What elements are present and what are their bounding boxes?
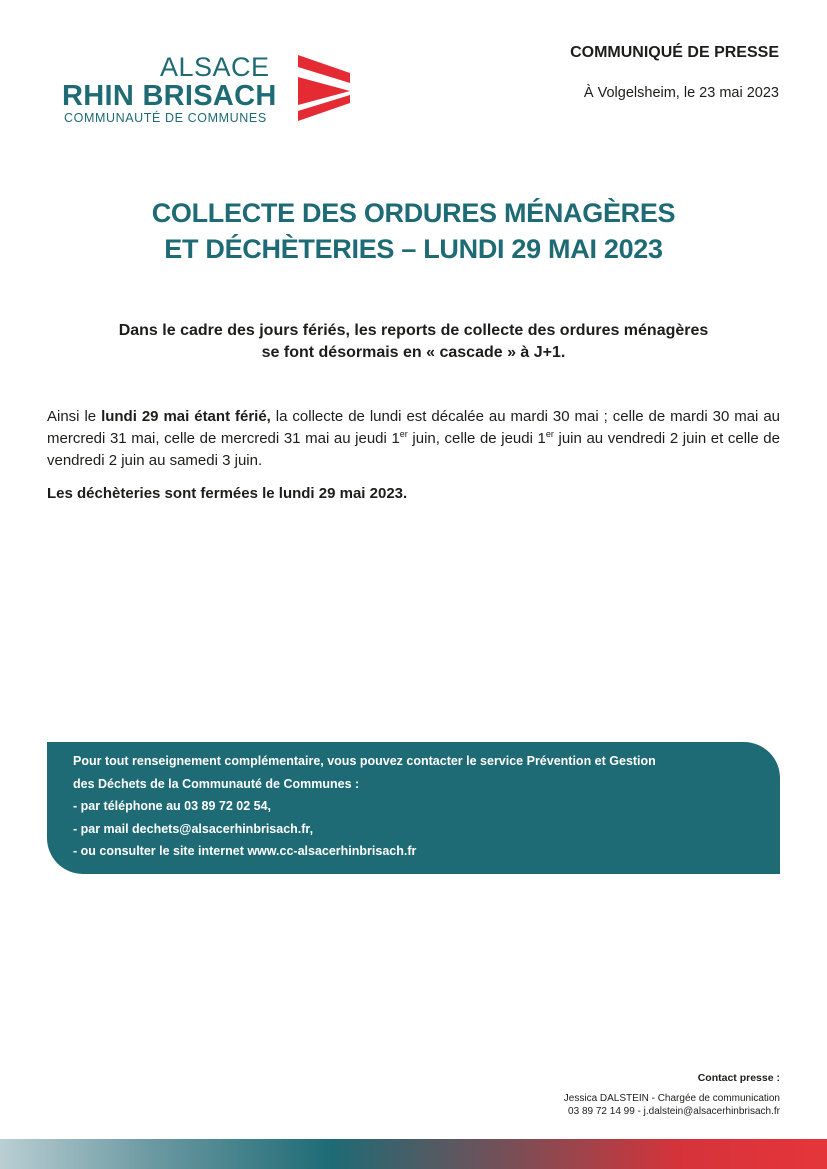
ordinal-suffix: er [399,429,408,439]
ordinal-suffix: er [545,429,554,439]
contact-name: Jessica DALSTEIN - Chargée de communication [563,1093,780,1104]
body-bold-date: lundi 29 mai étant férié, [101,408,271,425]
title-line-1: COLLECTE DES ORDURES MÉNAGÈRES [151,198,676,228]
logo-text-rhin-brisach: RHIN BRISACH [62,80,277,112]
body-intro: Ainsi le [47,408,102,425]
lead-line-1: Dans le cadre des jours fériés, les reports de collecte des ordures ménagères [118,322,709,339]
info-box [47,742,780,874]
press-contact [564,1072,780,1118]
logo-text-alsace: ALSACE [160,52,270,82]
info-website: - ou consulter le site internet www.cc-alsacerhinbrisach.fr [73,844,417,858]
info-email: - par mail dechets@alsacerhinbrisach.fr, [73,821,314,836]
lead-paragraph [40,320,787,364]
contact-label: Contact presse : [697,1072,780,1084]
info-line-1: Pour tout renseignement complémentaire, vous pouvez contacter le service Prévention et Gestion [73,754,656,768]
info-line-2: des Déchets de la Communauté de Communes : [73,776,360,791]
logo-text-communaute: COMMUNAUTÉ DE COMMUNES [64,111,267,125]
red-chevron-icon [298,55,350,121]
place-date: À Volgelsheim, le 23 mai 2023 [583,85,779,101]
info-phone: - par téléphone au 03 89 72 02 54, [73,799,272,813]
contact-details: 03 89 72 14 99 - j.dalstein@alsacerhinbrisach.fr [568,1106,780,1117]
closure-notice: Les déchèteries sont fermées le lundi 29 mai 2023. [47,485,408,502]
page-title [60,195,767,267]
alsace-rhin-brisach-logo [62,52,362,132]
body-text-2: juin, celle de jeudi 1 [407,430,546,447]
footer-gradient-band [0,1139,827,1169]
lead-line-2: se font désormais en « cascade » à J+1. [261,344,566,361]
body-text-1: la collecte de lundi est décalée au mardi 30 mai ; celle de mardi 30 mai au mercredi 31 mai, celle de mercredi 31 mai au jeudi 1 [47,408,781,447]
press-release-label: COMMUNIQUÉ DE PRESSE [570,44,779,61]
body-paragraph [47,406,780,472]
body-text-3: juin au vendredi 2 juin et celle de vendredi 2 juin au samedi 3 juin. [47,430,780,469]
title-line-2: ET DÉCHÈTERIES – LUNDI 29 MAI 2023 [164,234,663,264]
